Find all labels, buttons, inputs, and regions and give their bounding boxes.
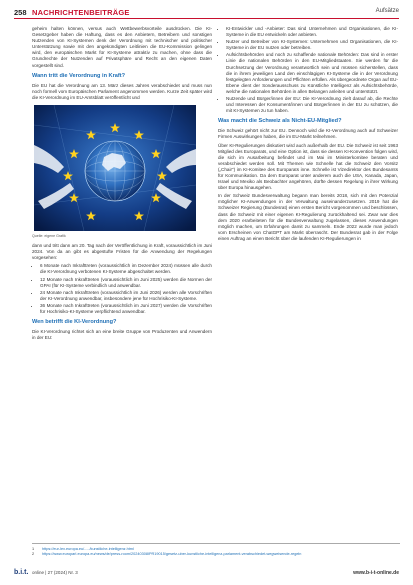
right-column (218, 26, 398, 244)
page-footer (14, 569, 399, 579)
footnote-link[interactable]: https://eur-lex.europa.eu/...../kunstliche-intelligenz.html (42, 547, 134, 551)
paragraph-fristen: dann und tritt dann am 20. Tag nach der Veröffentlichung in Kraft, voraussichtlich im Juni 2024. Von da an gibt es abgestufte Fristen für die Anwendung der Regelungen vorgesehen: (32, 243, 212, 261)
eu-globe-image (34, 105, 196, 231)
paragraph-schweiz-2: Über KI-Regulierungen diskutiert wird auch außerhalb der EU. Die Schweiz ist seit 1963 Mitglied des Europarats, und eine Option ist, dass sie dessen KI-Konvention folgen wird, die sich im Ausarbeitung befindet und im Mai im Ministerkomitee beraten und verabschiedet werden soll. Mit Themen wie Schnelle hat die Schweiz den Vorsitz („Chair“) im KI-Komitee des Europarats inne. Schnelle ist Vizedirektor des Bundesamts für Kommunikation. Da dem Europarat unter anderem auch die USA, Kanada, Japan, Israel und Mexiko als Beobachter angehören, dürfte dessen Regelung in ihrer Wirkung über Europa hinausgehen. (218, 142, 398, 191)
list-item: • Nutzer und Betreiber von KI-Systemen: Unternehmen und Organisationen, die KI-Systeme in der EU nutzen oder betreiben. (226, 39, 398, 51)
intro-paragraph: geheim halten können, versus auch Wettbewerbsvorteile ausdrücken. Die KI-Gesetzgeber haben die Haftung, dass es den Anbietern, Betreibern und sonstigen Nutzenden von KI-Systemen denk der Verordnung mit technischer und politischer Unterstützung sowie mit den angekündigten Leitlinien die EU-Kommission gelingen wird, den europäischen Markt für KI-Systeme attraktiv zu machen, ohne dass die Grundrechte der Nutzenden auf Privatsphäre und Recht an den eigenen Daten vorgestellt sind. (32, 26, 212, 68)
page-number: 258 (14, 8, 27, 17)
heading-schweiz: Was macht die Schweiz als Nicht-EU-Mitglied? (218, 118, 342, 125)
footnotes (32, 543, 400, 557)
journal-logo: b.i.t. (14, 569, 29, 576)
header-rule (14, 18, 399, 19)
list-item: • Aufsichtsbehörden und noch zu schaffende nationale Behörden: Das sind in erster Linie die nationalen Behörden in den EU-Mitgliedstaaten. Sie werden für die Durchsetzung der Verordnung verantwortlich sein und müssen sicherstellen, dass die in ihrem jeweiligen Land den einschlägigen KI-Systeme die in der Verordnung festgelegten Anforderungen und Pflichten erfüllen. Als übergeordnete Organ auf EU-Ebene dient der Sonderausschuss zu Künstliche Intelligenz als Aufsichtsbehörde, welche die nationalen Behörden in allen Belangen anleiten und unterstützt. (226, 52, 398, 95)
section-tag: Aufsätze (375, 8, 399, 14)
list-item: • 12 Monate nach Inkrafttreten (voraussichtlich im Juni 2025) werden die Normen der GPAI (für KI-Systeme verbindlich und anwendbar. (40, 277, 212, 289)
list-item: • KI-Entwickler und -Anbieter: Das sind Unternehmen und Organisationen, die KI-Systeme in die EU entwickeln oder anbieten. (226, 26, 398, 38)
eu-globe-illustration (34, 105, 196, 231)
fristen-list (32, 263, 212, 315)
list-item: • Nutzende und Bürger/innen der EU: Die KI-Verordnung zielt darauf ab, die Rechte und Interessen der Konsument/innen und Bürger/innen in der EU zu schützen, die mit KI-Systemen zu tun haben. (226, 96, 398, 114)
website-link[interactable]: www.b-i-t-online.de (353, 570, 399, 576)
issue-info: online | 27 (2024) Nr. 3 (32, 570, 78, 575)
list-item: • 24 Monate nach Inkrafttreten (voraussichtlich im Juni 2026) werden alle Vorschriften der KI-Verordnung anwendbar, insbesondere jene für Hochrisiko-KI-Systeme. (40, 290, 212, 302)
footnote-number: 1 (32, 547, 35, 551)
left-column (32, 26, 212, 343)
list-item: • 36 Monate nach Inkrafttreten (voraussichtlich im Juni 2027) werden die Vorschriften für Hochrisiko-KI-Systeme verpflichtend anwendbar. (40, 303, 212, 315)
heading-inkrafttreten: Wann tritt die Verordnung in Kraft? (32, 72, 126, 79)
figure-caption: Quelle: eigene Grafik (32, 233, 66, 238)
paragraph-schweiz-3: In der Schweiz Bundesverwaltung begann man bereits 2018, sich mit den Potenzial möglicher KI-Anwendungen in der Verwaltung auseinanderzusetzen. 2019 hat die Schweizer Regierung (Bundesrat) einen ersten Bericht vorgenommen und beschlossen, dass die Schweiz mit einer eigenen KI-Regulierung zurückhaltend sei. Zwar war dies dem 2020 erarbeiteten für die Bundesverwaltung zugelassen, dieses Anwendungen möglich machen, um Erfahrungen damit zu sammeln. Ende 2022 wurde man jedoch vom Erscheinen von ChatGPT am Markt überrascht. Der Bundesrat gab in der Folge einen Auftrag an einen Bericht über die laufenden KI-Regulierungen in (218, 193, 398, 241)
paragraph-inkrafttreten: Die EU hat die Verordnung am 13. März dieses Jahres verabschiedet und muss nun noch formell vom Europäischen Parlament angenommen werden. Kurze Zeit später wird die KI-Verordnung im EU-Amtsblatt veröffentlicht und (32, 82, 212, 100)
betroffene-list (218, 26, 398, 114)
paragraph-betroffene: Die KI-Verordnung richtet sich an eine breite Gruppe von Produzenten und Anwendern in der EU: (32, 329, 212, 341)
footnote-link[interactable]: https://www.europarl.europa.eu/news/de/press-room/20240308IPR19015/gesetz-uber-kunstliche-intelligenz-parlament-verabschiedet-wegweisende-regeln (42, 552, 302, 556)
footnote-number: 2 (32, 552, 35, 556)
footnote (32, 552, 400, 557)
list-item: • 6 Monate nach Inkrafttreten (voraussichtlich im Dezember 2024) müssen alle durch die KI-Verordnung verbotenen KI-Systeme abgeschaltet werden. (40, 263, 212, 275)
paragraph-schweiz-1: Die Schweiz gehört nicht zur EU. Dennoch wird die KI-Verordnung auch auf Schweizer Firmen Auswirkungen haben, die im EU-Markt teilnehmen. (218, 128, 398, 140)
heading-betroffene: Wen betrifft die KI-Verordnung? (32, 319, 117, 326)
section-title: NACHRICHTENBEITRÄGE (32, 8, 130, 17)
